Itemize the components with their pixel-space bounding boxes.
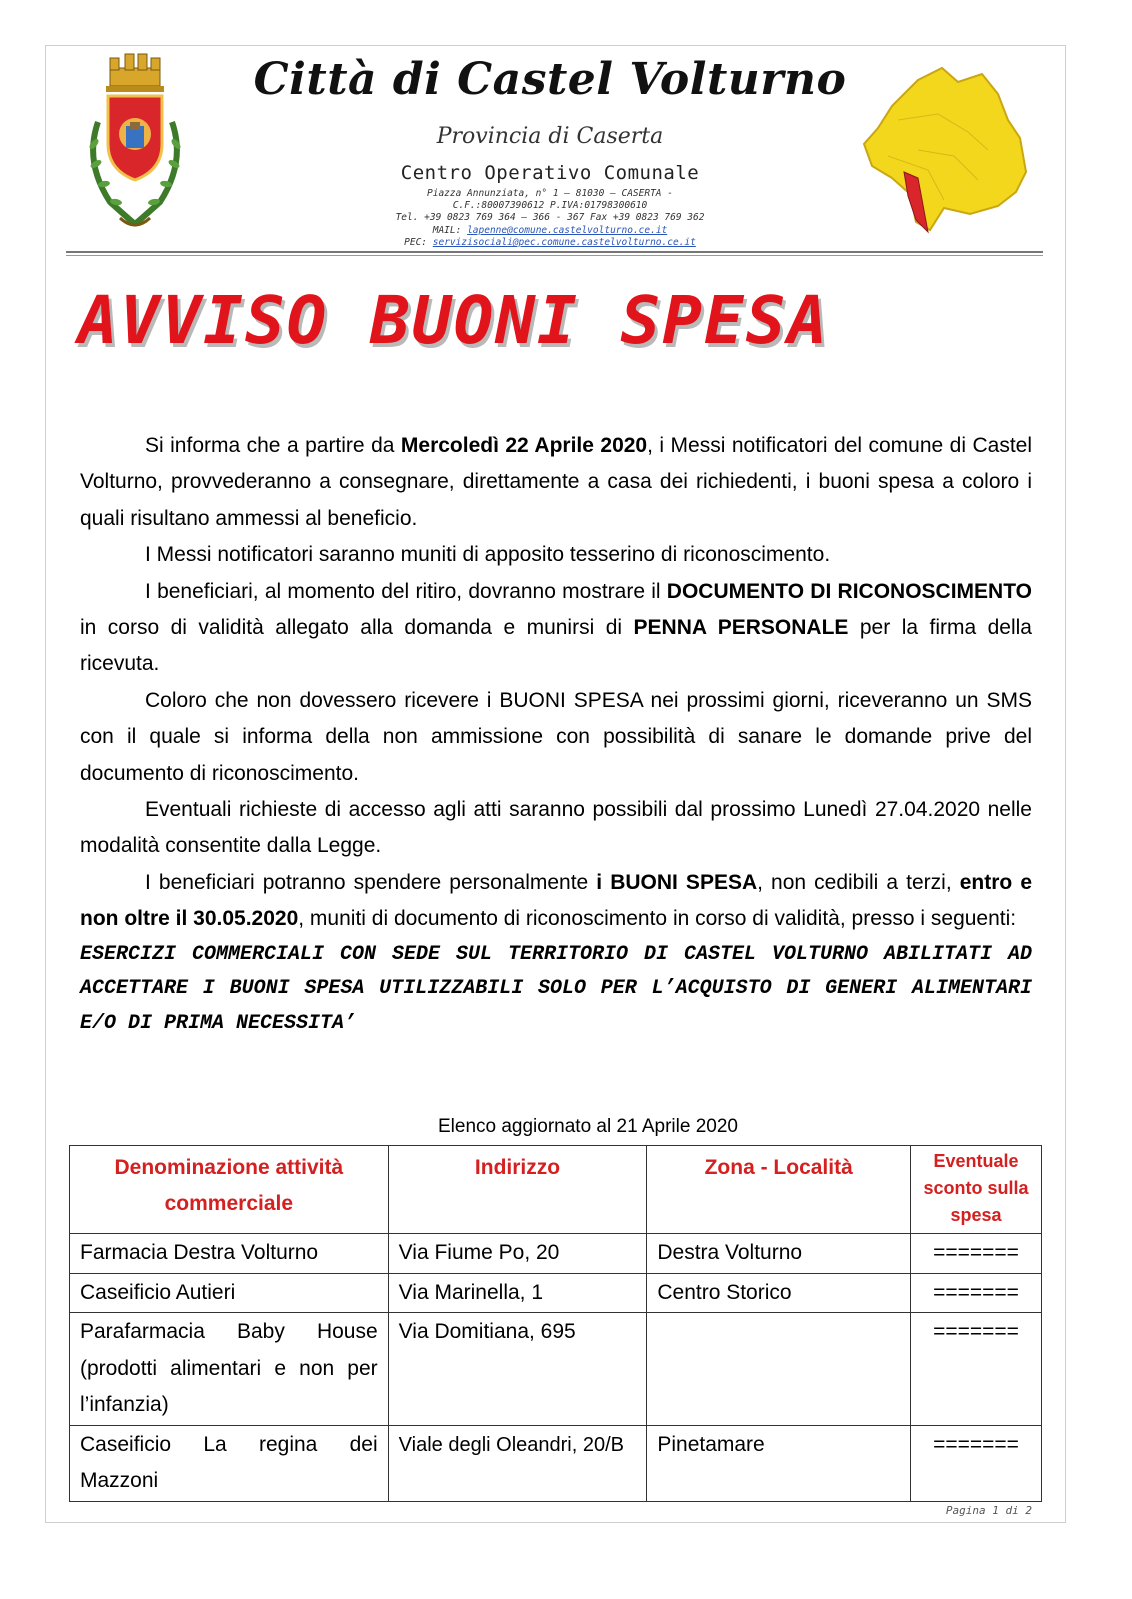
shops-table (69, 1145, 1042, 1502)
shop-name: Caseificio Autieri (70, 1273, 389, 1313)
shop-zone (647, 1313, 911, 1426)
operations-center-label: Centro Operativo Comunale (400, 162, 700, 184)
page-number: Pagina 1 di 2 (945, 1504, 1032, 1517)
table-header-row (70, 1146, 1042, 1234)
shop-name: Parafarmacia Baby House (prodotti alimentari e non per l’infanzia) (70, 1313, 389, 1426)
notice-title: AVVISO BUONI SPESA (78, 282, 830, 359)
shop-name: Farmacia Destra Volturno (70, 1234, 389, 1274)
table-row (70, 1313, 1042, 1426)
shop-zone: Centro Storico (647, 1273, 911, 1313)
shop-discount: ======= (911, 1425, 1042, 1501)
notice-body (80, 428, 1032, 1041)
shop-address: Via Marinella, 1 (388, 1273, 647, 1313)
phone-line: Tel. +39 0823 769 364 – 366 - 367 Fax +39 0823 769 362 (395, 212, 705, 223)
paragraph-access: Eventuali richieste di accesso agli atti saranno possibili dal prossimo Lunedì 27.04.2020 nelle modalità consentite dalla Legge. (80, 798, 1032, 858)
shop-zone: Pinetamare (647, 1425, 911, 1501)
column-header-address: Indirizzo (388, 1146, 647, 1234)
shop-zone: Destra Volturno (647, 1234, 911, 1274)
paragraph-spending: I beneficiari potranno spendere personalmente i BUONI SPESA, non cedibili a terzi, entro e non oltre il 30.05.2020, muniti di documento di riconoscimento in corso di validità, presso i seguenti: (80, 870, 1032, 931)
shop-discount: ======= (911, 1234, 1042, 1274)
paragraph-requirements: I beneficiari, al momento del ritiro, dovranno mostrare il DOCUMENTO DI RICONOSCIMENTO in corso di validità allegato alla domanda e munirsi di PENNA PERSONALE per la firma della ricevuta. (80, 579, 1032, 676)
table-row (70, 1425, 1042, 1501)
city-title: Città di Castel Volturno (253, 54, 847, 105)
pec-link[interactable]: servizisociali@pec.comune.castelvolturno.ce.it (432, 237, 696, 248)
pec-line (200, 237, 900, 248)
column-header-name: Denominazione attività commerciale (70, 1146, 389, 1234)
shop-address: Via Fiume Po, 20 (388, 1234, 647, 1274)
mail-link[interactable]: lapenne@comune.castelvolturno.ce.it (467, 225, 668, 236)
shop-address: Viale degli Oleandri, 20/B (388, 1425, 647, 1501)
shops-emphasis: ESERCIZI COMMERCIALI CON SEDE SUL TERRITORIO DI CASTEL VOLTURNO ABILITATI AD ACCETTARE I BUONI SPESA UTILIZZABILI SOLO PER L’ACQUISTO DI GENERI ALIMENTARI E/O DI PRIMA NECESSITA’ (80, 942, 1032, 1035)
table-row (70, 1273, 1042, 1313)
address-line: Piazza Annunziata, n° 1 – 81030 – CASERTA - (427, 188, 673, 199)
header-divider (66, 251, 1043, 253)
column-header-discount: Eventuale sconto sulla spesa (911, 1146, 1042, 1234)
paragraph-badge: I Messi notificatori saranno muniti di apposito tesserino di riconoscimento. (145, 543, 831, 567)
tax-code-line: C.F.:80007390612 P.IVA:01798300610 (452, 200, 648, 211)
shop-discount: ======= (911, 1273, 1042, 1313)
table-row (70, 1234, 1042, 1274)
column-header-zone: Zona - Località (647, 1146, 911, 1234)
province-label: Provincia di Caserta (436, 124, 664, 149)
paragraph-delivery: Si informa che a partire da Mercoledì 22 Aprile 2020, i Messi notificatori del comune di Castel Volturno, provvederanno a consegnare, direttamente a casa dei richiedenti, i buoni spesa a coloro i quali risultano ammessi al beneficio. (80, 434, 1033, 530)
paragraph-sms: Coloro che non dovessero ricevere i BUONI SPESA nei prossimi giorni, riceveranno un SMS con il quale si informa della non ammissione con possibilità di sanare le domande prive del documento di riconoscimento. (80, 688, 1032, 785)
pec-label: PEC: (404, 237, 428, 248)
shop-name: Caseificio La regina dei Mazzoni (70, 1425, 389, 1501)
mail-label: MAIL: (432, 225, 462, 236)
coat-of-arms-icon (80, 52, 190, 236)
list-updated-caption: Elenco aggiornato al 21 Aprile 2020 (437, 1116, 738, 1137)
header-divider-thin (66, 255, 1043, 256)
mail-line (200, 225, 900, 236)
shop-address: Via Domitiana, 695 (388, 1313, 647, 1426)
shop-discount: ======= (911, 1313, 1042, 1426)
